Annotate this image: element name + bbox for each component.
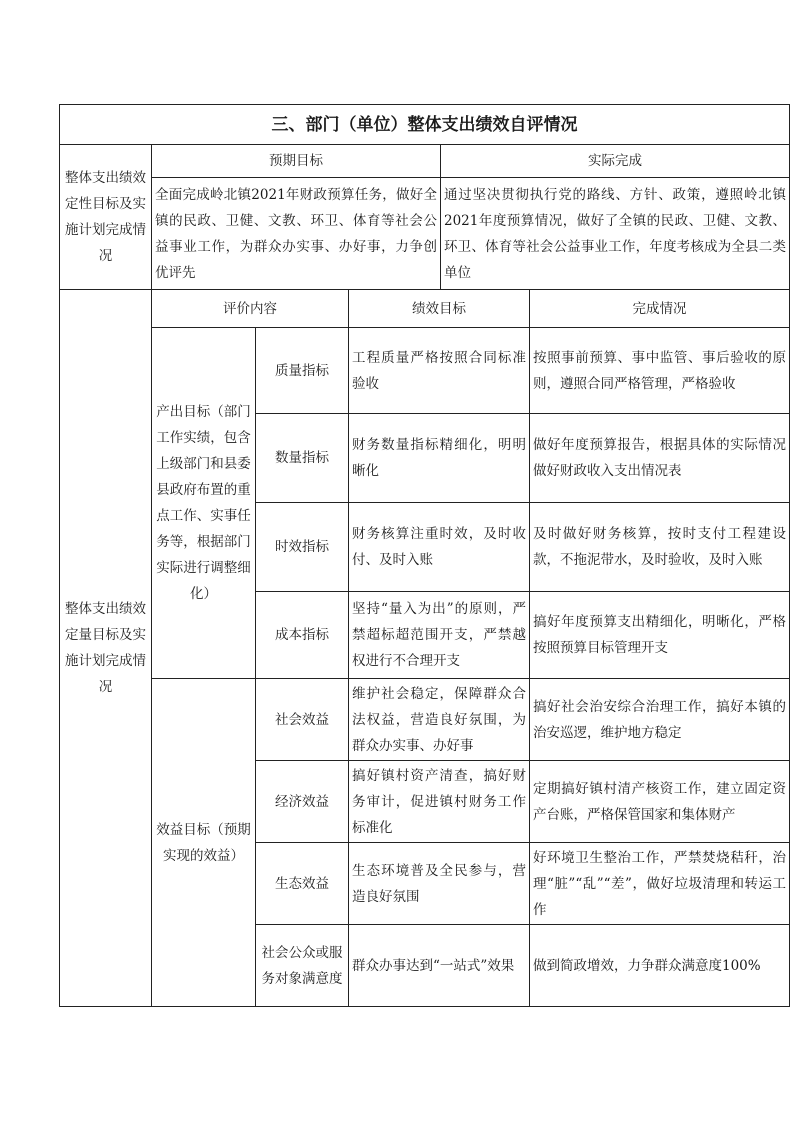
indicator-cell: 数量指标 <box>256 414 349 503</box>
completion-cell: 好环境卫生整治工作，严禁焚烧秸秆，治理“脏”“乱”“差”，做好垃圾清理和转运工作 <box>530 843 790 925</box>
indicator-cell: 社会公众或服务对象满意度 <box>256 925 349 1007</box>
completion-cell: 搞好社会治安综合治理工作，搞好本镇的治安巡逻，维护地方稳定 <box>530 679 790 761</box>
target-cell: 工程质量严格按照合同标准验收 <box>349 328 530 414</box>
expected-target-header: 预期目标 <box>152 145 441 178</box>
indicator-cell: 时效指标 <box>256 503 349 592</box>
indicator-cell: 成本指标 <box>256 592 349 679</box>
actual-completion-text: 通过坚决贯彻执行党的路线、方针、政策，遵照岭北镇2021年度预算情况，做好了全镇的民政、卫健、文教、环卫、体育等社会公益事业工作，年度考核成为全县二类单位 <box>441 178 790 290</box>
evaluation-content-header: 评价内容 <box>152 290 349 328</box>
completion-cell: 定期搞好镇村清产核资工作，建立固定资产台账，严格保管国家和集体财产 <box>530 761 790 843</box>
target-cell: 搞好镇村资产清查，搞好财务审计，促进镇村财务工作标准化 <box>349 761 530 843</box>
output-target-label: 产出目标（部门工作实绩，包含上级部门和县委县政府布置的重点工作、实事任务等，根据部门实际进行调整细化） <box>152 328 256 679</box>
self-evaluation-table <box>59 104 790 1007</box>
completion-cell: 做到简政增效，力争群众满意度100% <box>530 925 790 1007</box>
expected-target-text: 全面完成岭北镇2021年财政预算任务，做好全镇的民政、卫健、文教、环卫、体育等社会公益事业工作，为群众办实事、办好事，力争创优评先 <box>152 178 441 290</box>
completion-cell: 做好年度预算报告，根据具体的实际情况做好财政收入支出情况表 <box>530 414 790 503</box>
completion-cell: 搞好年度预算支出精细化，明晰化，严格按照预算目标管理开支 <box>530 592 790 679</box>
target-cell: 坚持“量入为出”的原则，严禁超标超范围开支，严禁越权进行不合理开支 <box>349 592 530 679</box>
completion-header: 完成情况 <box>530 290 790 328</box>
completion-cell: 按照事前预算、事中监管、事后验收的原则，遵照合同严格管理，严格验收 <box>530 328 790 414</box>
quantitative-label: 整体支出绩效定量目标及实施计划完成情况 <box>60 290 152 1007</box>
target-cell: 维护社会稳定，保障群众合法权益，营造良好氛围，为群众办实事、办好事 <box>349 679 530 761</box>
completion-cell: 及时做好财务核算，按时支付工程建设款，不拖泥带水，及时验收，及时入账 <box>530 503 790 592</box>
target-cell: 群众办事达到“一站式”效果 <box>349 925 530 1007</box>
indicator-cell: 质量指标 <box>256 328 349 414</box>
performance-target-header: 绩效目标 <box>349 290 530 328</box>
target-cell: 生态环境普及全民参与，营造良好氛围 <box>349 843 530 925</box>
target-cell: 财务数量指标精细化，明明晰化 <box>349 414 530 503</box>
qualitative-label: 整体支出绩效定性目标及实施计划完成情况 <box>60 145 152 290</box>
indicator-cell: 经济效益 <box>256 761 349 843</box>
indicator-cell: 社会效益 <box>256 679 349 761</box>
indicator-cell: 生态效益 <box>256 843 349 925</box>
table-title: 三、部门（单位）整体支出绩效自评情况 <box>60 105 790 145</box>
actual-completion-header: 实际完成 <box>441 145 790 178</box>
benefit-target-label: 效益目标（预期实现的效益） <box>152 679 256 1007</box>
target-cell: 财务核算注重时效，及时收付、及时入账 <box>349 503 530 592</box>
